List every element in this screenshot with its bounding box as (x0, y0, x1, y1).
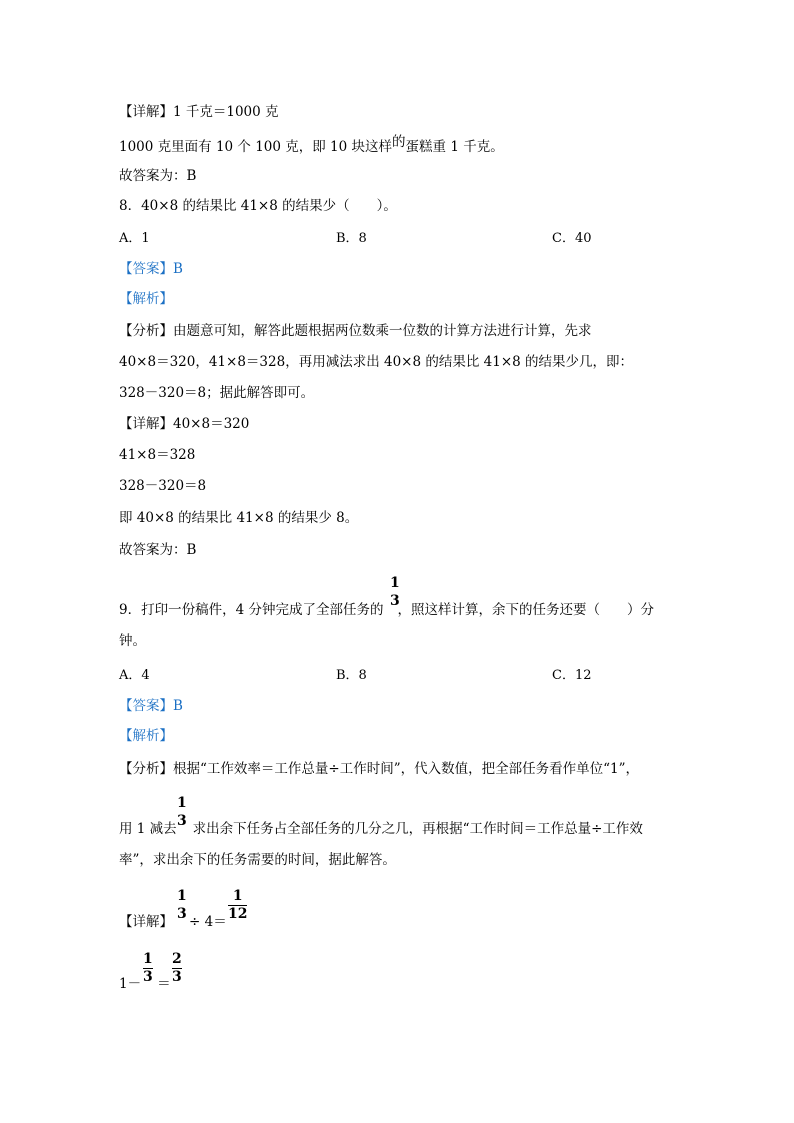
q9-analysis-label: 【解析】 (119, 728, 173, 744)
detail-line-2-raised-char: 的 (392, 134, 406, 150)
q8-analysis-label: 【解析】 (119, 291, 173, 307)
q8-detail-3: 328－320＝8 (119, 478, 207, 494)
q8-detail-2: 41×8＝328 (119, 447, 196, 463)
q9-detail-2-a: 1－ (119, 976, 142, 992)
q9-detail-1 (119, 913, 227, 931)
q9-analysis-3: 率”，求出余下的任务需要的时间，据此解答。 (119, 852, 396, 868)
q8-detail-1: 【详解】40×8＝320 (119, 416, 250, 432)
q9-analysis-1: 【分析】根据“工作效率＝工作总量÷工作时间”，代入数值，把全部任务看作单位“1”， (119, 761, 640, 777)
question-8: 8．40×8 的结果比 41×8 的结果少（ ）。 (119, 198, 397, 214)
q9-text-b: ，照这样计算，余下的任务还要（ ）分 (397, 602, 654, 618)
detail-line-2 (119, 134, 504, 156)
q9-analysis-2b: 求出余下任务占全部任务的几分之几，再根据“工作时间＝工作总量÷工作效 (192, 821, 643, 837)
q9-analysis-2a: 用 1 减去 (119, 821, 177, 837)
q8-analysis-1: 【分析】由题意可知，解答此题根据两位数乘一位数的计算方法进行计算，先求 (119, 323, 592, 339)
q9-option-c: C．12 (552, 668, 592, 683)
answer-line-prev: 故答案为：B (119, 168, 197, 184)
q8-analysis-3: 328－320＝8；据此解答即可。 (119, 385, 315, 401)
q9-option-b: B．8 (336, 668, 367, 683)
q8-option-c: C．40 (552, 231, 592, 246)
q8-analysis-2: 40×8＝320，41×8＝328，再用减法求出 40×8 的结果比 41×8 的结果少几，即： (119, 354, 634, 370)
q9-detail-1-label: 【详解】 (119, 914, 173, 930)
q9-detail-2-eq: ＝ (157, 976, 171, 992)
q9-fraction: 1 3 (390, 575, 400, 609)
q9-analysis-fraction: 1 3 (177, 795, 187, 829)
q9-text-a: 9．打印一份稿件，4 分钟完成了全部任务的 (119, 602, 384, 618)
q9-detail-1-op: ÷ 4＝ (189, 914, 227, 930)
q9-option-a: A．4 (119, 668, 150, 683)
detail-line-2-part-a: 1000 克里面有 10 个 100 克，即 10 块这样 (119, 139, 393, 155)
detail-line-1: 【详解】1 千克＝1000 克 (119, 104, 279, 120)
q9-detail-2-fraction-left: 1 3 (143, 951, 153, 985)
q9-detail-2-fraction-right: 2 3 (172, 951, 182, 985)
q8-answer (119, 260, 183, 278)
q8-detail-4: 即 40×8 的结果比 41×8 的结果少 8。 (119, 510, 359, 526)
q8-answer-text: 【答案】B (119, 261, 183, 277)
q9-analysis-2 (119, 820, 643, 838)
question-9-line-1 (119, 601, 654, 619)
q8-option-a: A．1 (119, 231, 150, 246)
q9-detail-1-fraction-left: 1 3 (177, 888, 187, 922)
detail-line-2-part-c: 蛋糕重 1 千克。 (405, 139, 504, 155)
q9-detail-1-fraction-right: 1 12 (228, 888, 248, 922)
q9-answer: 【答案】B (119, 698, 183, 714)
question-9-line-2: 钟。 (119, 633, 146, 649)
q8-final-answer: 故答案为：B (119, 542, 197, 558)
q8-option-b: B．8 (336, 231, 367, 246)
